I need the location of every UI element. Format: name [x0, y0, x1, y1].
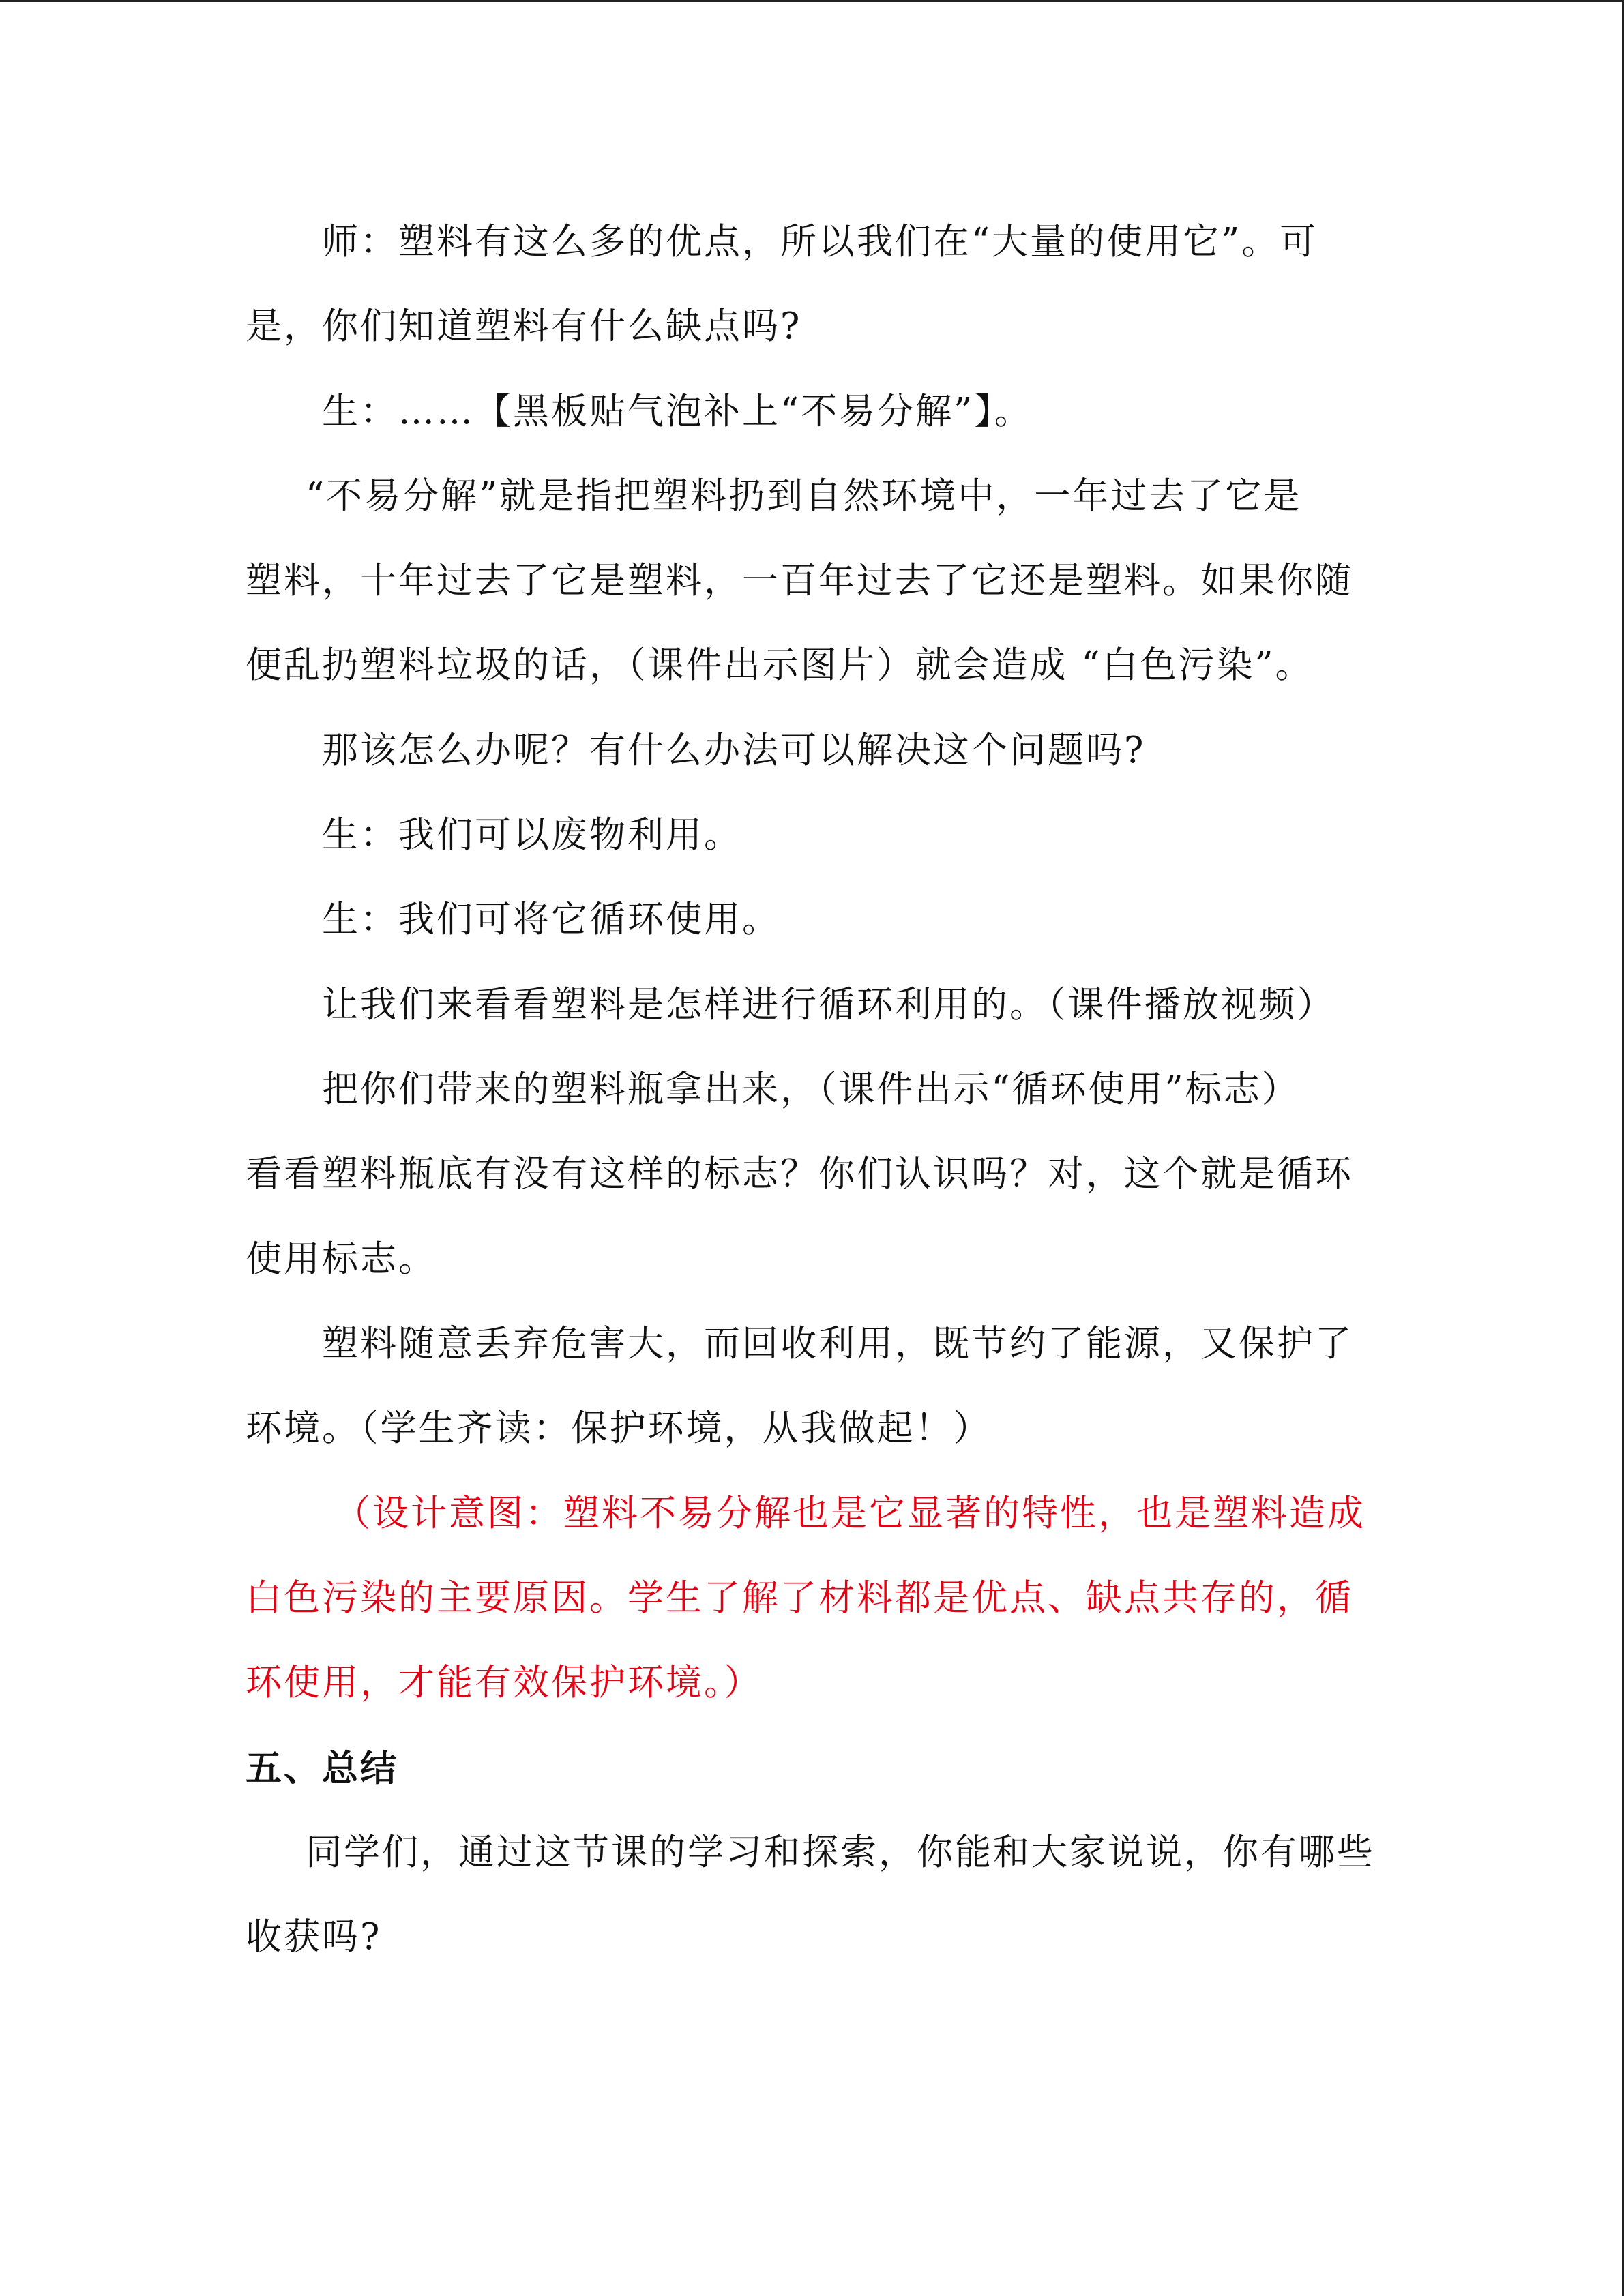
bottle-line-2: 看看塑料瓶底有没有这样的标志？你们认识吗？对，这个就是循环	[246, 1153, 1353, 1195]
summary-line-2: 收获吗?	[246, 1916, 382, 1958]
bottle-line-3: 使用标志。	[246, 1238, 437, 1280]
protect-line-2: 环境。（学生齐读：保护环境，从我做起！）	[246, 1407, 992, 1449]
student-answer-1: 生：我们可以废物利用。	[322, 814, 742, 856]
section-heading-summary: 五、总结	[246, 1747, 398, 1789]
bottle-line-1: 把你们带来的塑料瓶拿出来，（课件出示“循环使用”标志）	[322, 1069, 1300, 1110]
paragraph-decompose-line-2: 塑料，十年过去了它是塑料，一百年过去了它还是塑料。如果你随	[246, 560, 1353, 601]
student-answer-2: 生：我们可将它循环使用。	[322, 899, 780, 940]
paragraph-decompose-line-1: “不易分解”就是指把塑料扔到自然环境中，一年过去了它是	[306, 475, 1302, 517]
design-intent-line-1: （设计意图：塑料不易分解也是它显著的特性，也是塑料造成	[334, 1493, 1365, 1534]
paragraph-decompose-line-3: 便乱扔塑料垃圾的话，（课件出示图片）就会造成 “白色污染”。	[246, 644, 1314, 686]
design-intent-line-2: 白色污染的主要原因。学生了解了材料都是优点、缺点共存的，循	[246, 1577, 1353, 1619]
dialogue-teacher-line-1: 师：塑料有这么多的优点，所以我们在“大量的使用它”。可	[322, 221, 1318, 263]
dialogue-teacher-line-2: 是，你们知道塑料有什么缺点吗?	[246, 305, 802, 347]
design-intent-line-3: 环使用，才能有效保护环境。）	[246, 1662, 763, 1703]
question-line: 那该怎么办呢？有什么办法可以解决这个问题吗?	[322, 730, 1146, 771]
summary-line-1: 同学们，通过这节课的学习和探索，你能和大家说说，你有哪些	[306, 1832, 1375, 1873]
protect-line-1: 塑料随意丢弃危害大，而回收利用，既节约了能源，又保护了	[322, 1323, 1353, 1365]
dialogue-student-line: 生：……【黑板贴气泡补上“不易分解”】。	[322, 391, 1033, 432]
video-line: 让我们来看看塑料是怎样进行循环利用的。（课件播放视频）	[322, 984, 1335, 1026]
